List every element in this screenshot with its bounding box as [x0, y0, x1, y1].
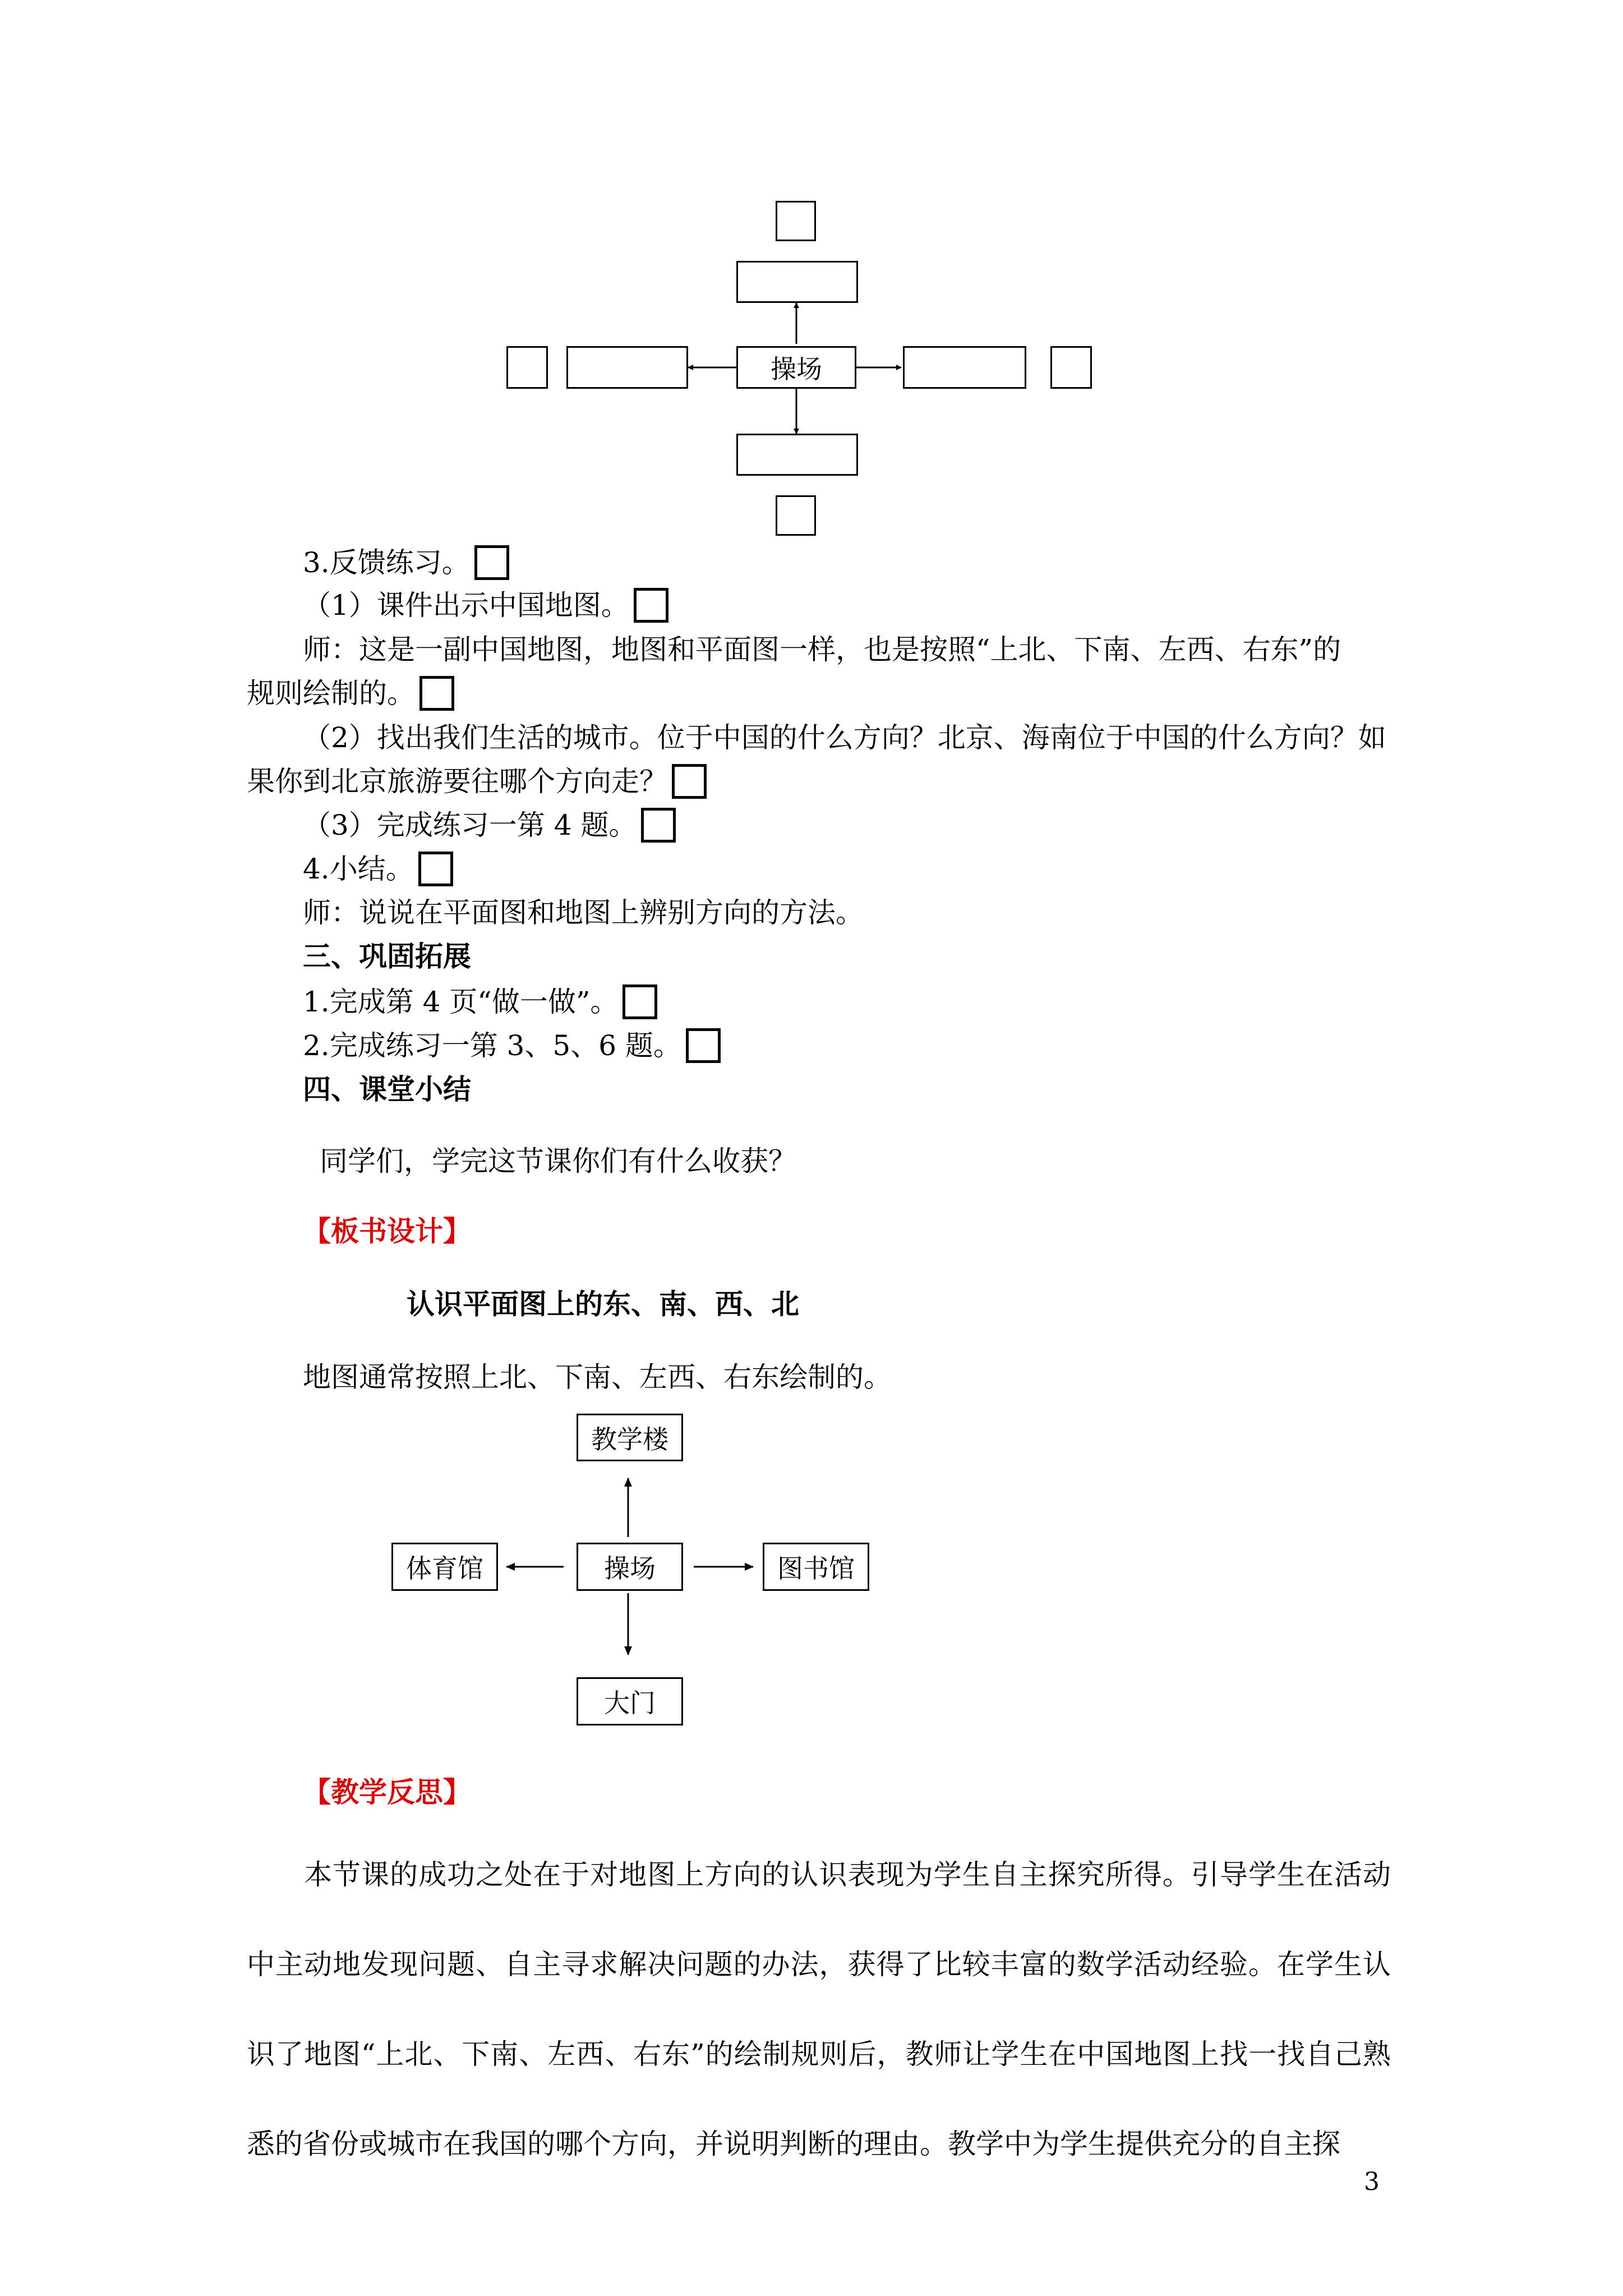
line-summary: 4.小结。 — [303, 852, 453, 886]
answer-box — [634, 588, 668, 623]
heading-consolidation: 三、巩固拓展 — [303, 940, 471, 973]
board-title: 认识平面图上的东、南、西、北 — [407, 1287, 799, 1320]
answer-box — [474, 545, 509, 580]
blank-north-small — [776, 201, 816, 241]
answer-box — [623, 984, 657, 1019]
heading-class-summary: 四、课堂小结 — [303, 1073, 471, 1106]
box-gate: 大门 — [577, 1677, 683, 1726]
line-find-city-b: 果你到北京旅游要往哪个方向走？ — [247, 764, 707, 799]
heading-board-design: 【板书设计】 — [303, 1214, 471, 1248]
line-teacher-method: 师：说说在平面图和地图上辨别方向的方法。 — [303, 896, 864, 929]
line-teacher-map-a: 师：这是一副中国地图，地图和平面图一样，也是按照“上北、下南、左西、右东”的 — [303, 633, 1341, 666]
blank-south-rect — [736, 434, 858, 476]
blank-east-rect — [903, 346, 1026, 389]
blank-east-small — [1050, 346, 1092, 389]
box-gym: 体育馆 — [391, 1543, 498, 1591]
answer-box — [419, 676, 454, 711]
reflection-paragraph: 本节课的成功之处在于对地图上方向的认识表现为学生自主探究所得。引导学生在活动中主动地发现问题、自主寻求解决问题的办法，获得了比较丰富的数学活动经验。在学生认识了地图“上北、下南、左西、右东”的绘制规则后，教师让学生在中国地图上找一找自己熟悉的省份或城市在我国的哪个方向，并说明判断的理由。教学中为学生提供充分的自主探 — [247, 1858, 1391, 2160]
line-question-harvest: 同学们，学完这节课你们有什么收获？ — [320, 1145, 796, 1177]
center-box-playground — [736, 346, 856, 389]
box-library: 图书馆 — [763, 1543, 869, 1591]
answer-box — [686, 1028, 721, 1063]
line-find-city-a: （2）找出我们生活的城市。位于中国的什么方向？北京、海南位于中国的什么方向？如 — [303, 721, 1386, 754]
line-do-it: 1.完成第 4 页“做一做”。 — [303, 984, 657, 1019]
page-number: 3 — [1364, 2168, 1380, 2196]
line-show-map: （1）课件出示中国地图。 — [303, 588, 668, 623]
line-feedback-practice: 3.反馈练习。 — [303, 545, 509, 580]
line-exercise-4: （3）完成练习一第 4 题。 — [303, 808, 676, 843]
blank-south-small — [776, 495, 816, 536]
box-playground: 操场 — [577, 1543, 683, 1591]
center-label: 操场 — [771, 354, 822, 384]
heading-reflection: 【教学反思】 — [303, 1775, 471, 1809]
line-teacher-map-b: 规则绘制的。 — [247, 676, 454, 711]
line-exercise-356: 2.完成练习一第 3、5、6 题。 — [303, 1028, 721, 1063]
answer-box — [672, 764, 707, 799]
box-teaching-building: 教学楼 — [577, 1414, 683, 1461]
blank-north-rect — [736, 261, 858, 303]
blank-west-small — [506, 346, 548, 389]
board-rule: 地图通常按照上北、下南、左西、右东绘制的。 — [303, 1361, 892, 1393]
answer-box — [418, 852, 453, 886]
answer-box — [641, 808, 676, 843]
blank-west-rect — [566, 346, 688, 389]
